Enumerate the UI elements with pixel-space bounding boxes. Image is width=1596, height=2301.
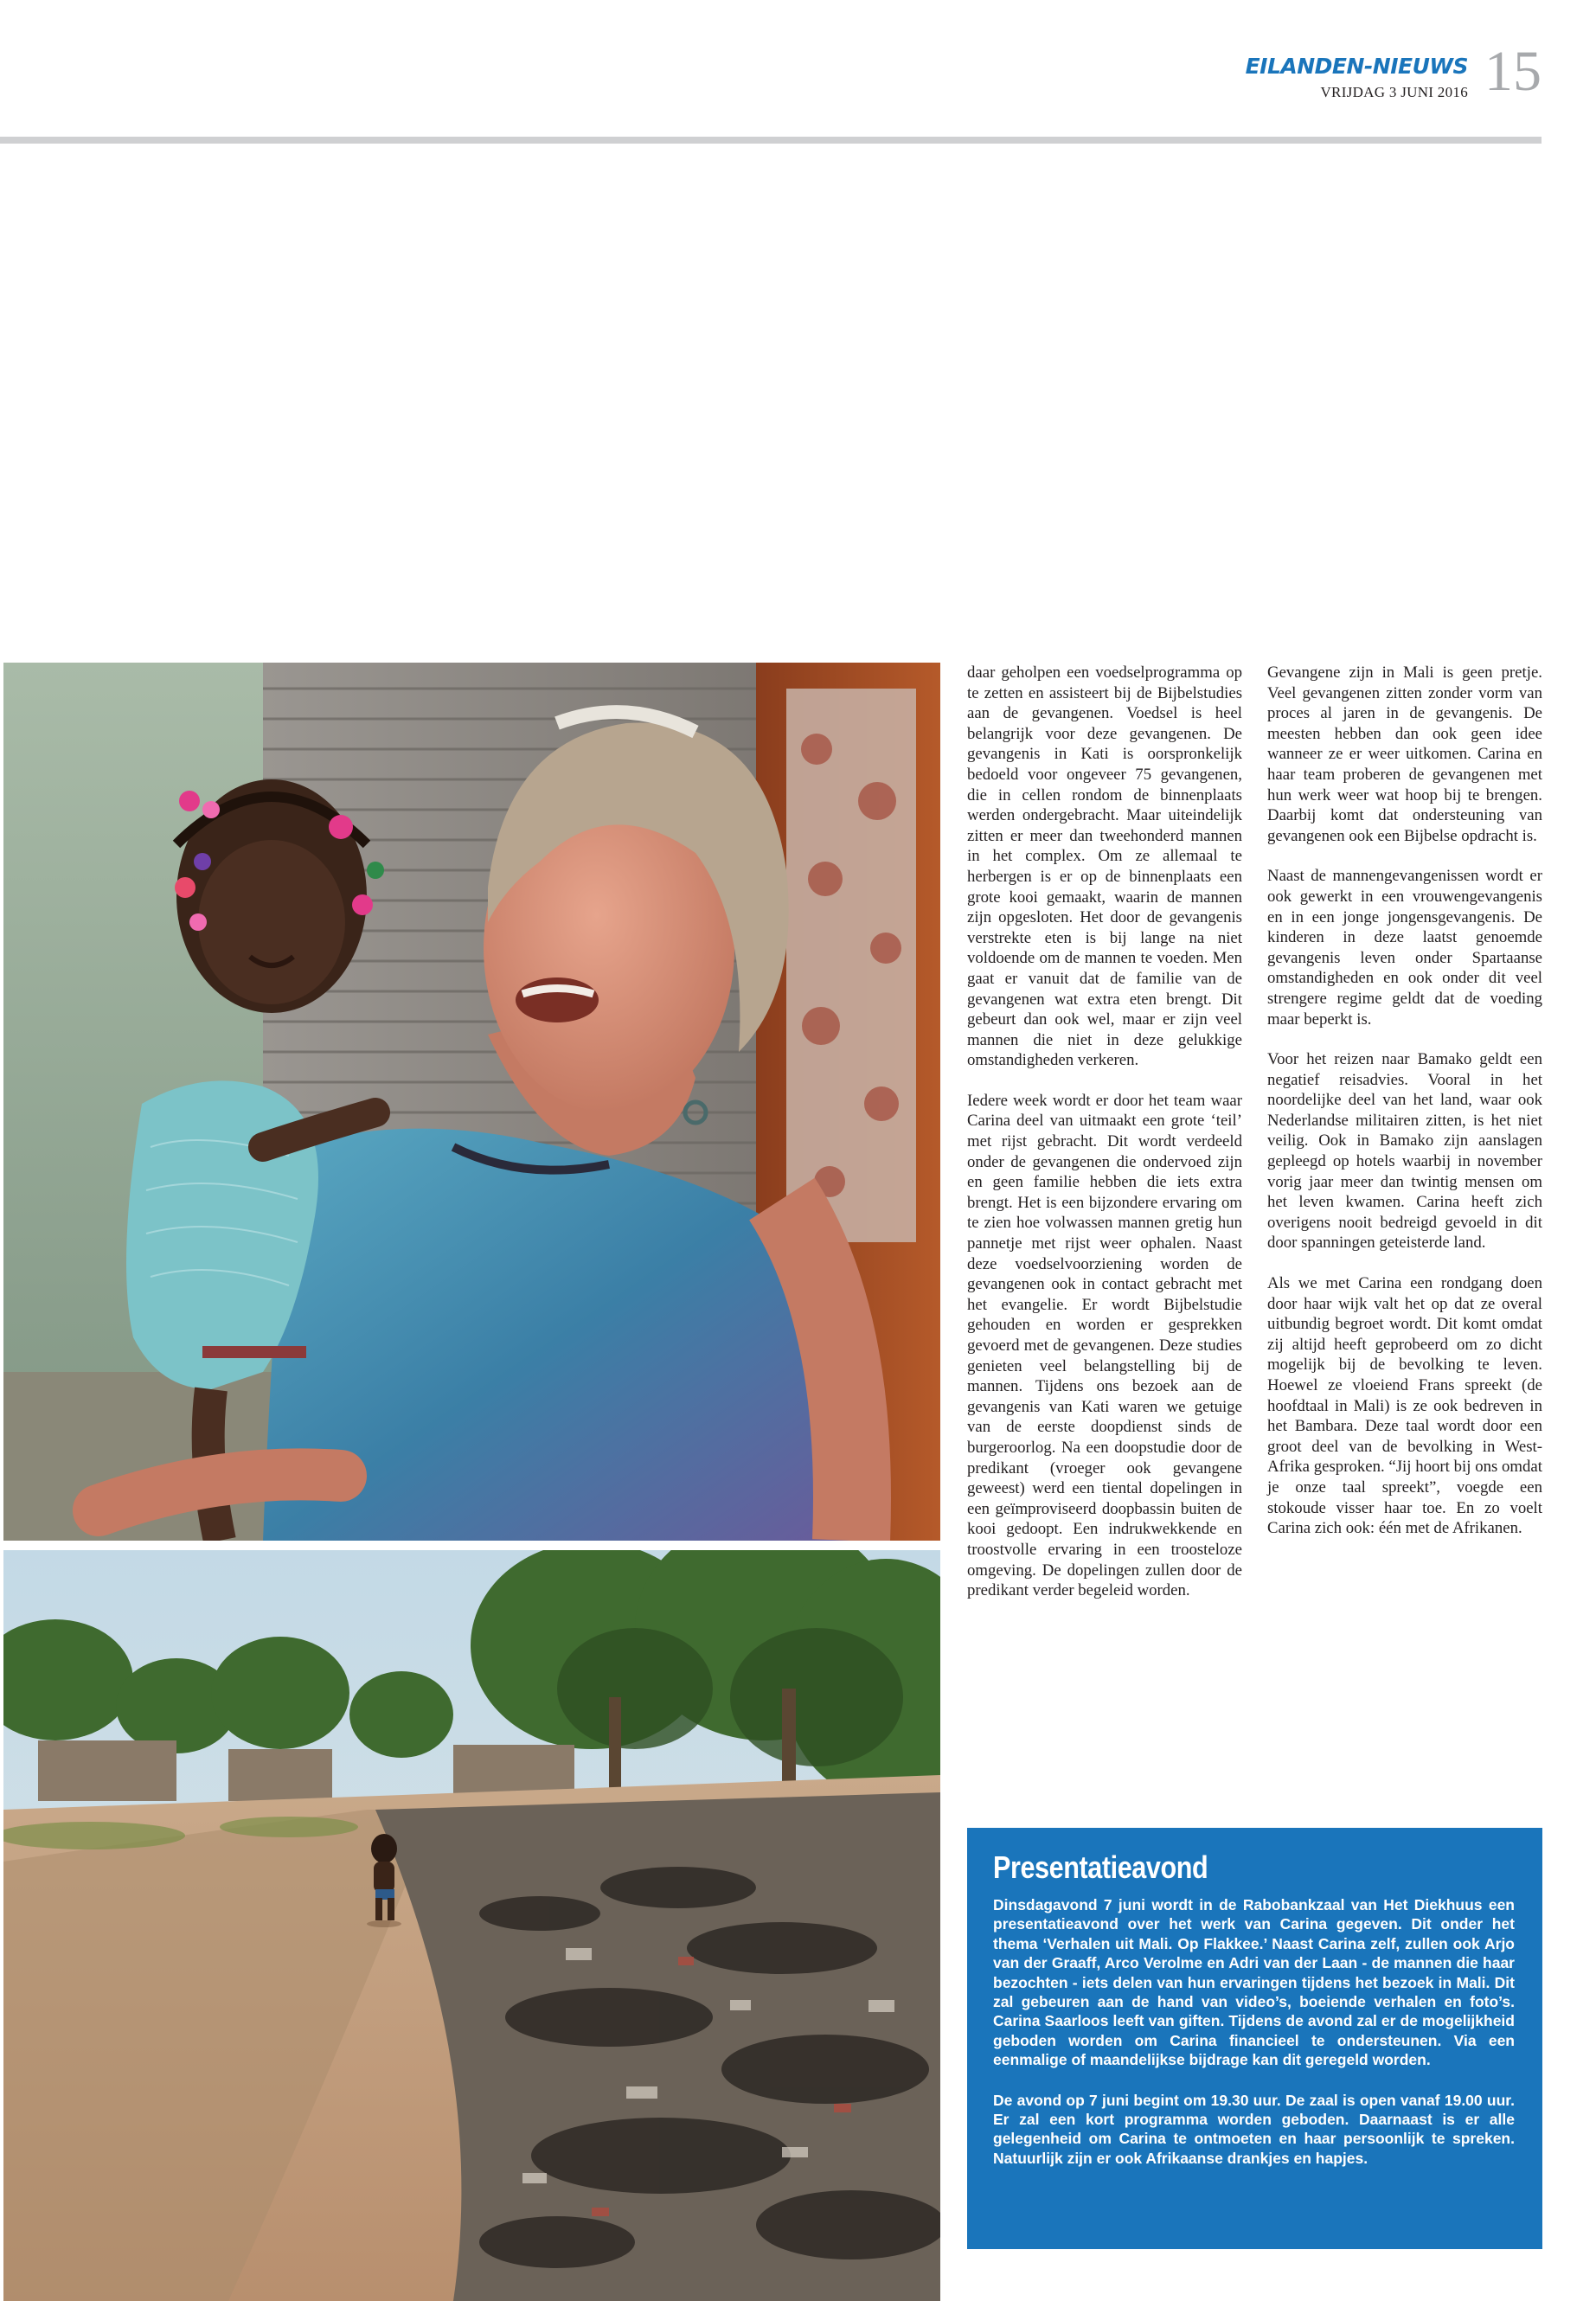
photo-woman-and-child-illustration	[3, 663, 940, 1541]
photo-child-on-dirt-road-illustration	[3, 1550, 940, 2301]
article-paragraph: Iedere week wordt er door het team waar Carina deel van uitmaakt een grote ‘teil’ met rijst gebracht. Dit wordt verdeeld onder de gevangenen die ondervoed zijn en geen familie hebben die iets extra brengt. Het is een bijzondere ervaring om te zien hoe volwassen mannen gretig hun pannetje met rijst weer ophalen. Naast deze voedselvoorziening worden de gevangenen ook in contact gebracht met het evangelie. Er wordt Bijbelstudie gehouden en worden er gesprekken gevoerd met de gevangenen. Deze studies genieten veel belangstelling bij de mannen. Tijdens ons bezoek aan de gevangenis van Kati waren we getuige van de eerste doopdienst sinds de burgeroorlog. Na een doopstudie door de predikant (vroeger ook gevangene geweest) werd een tiental dopelingen in een geïmproviseerd doopbassin buiten de kooi gedoopt. Een indrukwekkende en troostvolle ervaring in een troosteloze omgeving. De dopelingen zullen door de predikant verder begeleid worden.	[967, 1091, 1242, 1600]
article-paragraph: daar geholpen een voedselprogramma op te zetten en assisteert bij de Bijbelstudies aan de gevangenen. Voedsel is heel belangrijk voor deze gevangenen. De gevangenis in Kati is oorspronkelijk bedoeld voor ongeveer 75 gevangenen, die in cellen rondom de binnenplaats werden ondergebracht. Maar uiteindelijk zitten er meer dan tweehonderd mannen in het complex. Om ze allemaal te herbergen is er op de binnenplaats een grote kooi gemaakt, waarin de mannen zijn opgesloten. Het door de gevangenis verstrekte eten is bij lange na niet voldoende om de mannen te voeden. Men gaat er vanuit dat de familie van de gevangenen wat extra eten brengt. Dit gebeurt dan ook wel, maar er zijn veel mannen die niet in deze gelukkige omstandigheden verkeren.	[967, 663, 1242, 1070]
newspaper-brand-logo: EILANDEN-NIEUWS	[1245, 54, 1468, 79]
article-paragraph: Gevangene zijn in Mali is geen pretje. Veel gevangenen zitten zonder vorm van proces al jaren in de gevangenis. De meesten hebben dan ook geen idee wanneer ze er weer uitkomen. Carina en haar team proberen de gevangenen met hun werk weer wat hoop bij te brengen. Daarbij komt dat ondersteuning van gevangenen ook een Bijbelse opdracht is.	[1267, 663, 1542, 845]
article-paragraph: Als we met Carina een rondgang doen door haar wijk valt het op dat ze overal uitbundig begroet wordt. Dit komt omdat zij altijd heeft geprobeerd om zo dicht mogelijk bij de bevolking te leven. Hoewel ze vloeiend Frans spreekt (de hoofdtaal in Mali) is ze ook bedreven in het Bambara. Deze taal wordt door een groot deel van de bevolking in West-Afrika gesproken. “Jij hoort bij ons omdat je onze taal spreekt”, voegde een stokoude visser haar toe. En zo voelt Carina zich ook: één met de Afrikanen.	[1267, 1274, 1542, 1538]
article-paragraph: Naast de mannengevangenissen wordt er ook gewerkt in een vrouwengevangenis en in een jonge jongensgevangenis. De kinderen in deze laatst genoemde gevangenis leven onder Spartaanse omstandigheden en ook onder dit veel strengere regime geldt dat de voeding maar beperkt is.	[1267, 867, 1542, 1029]
masthead	[1246, 55, 1468, 101]
info-box-title: Presentatieavond	[993, 1849, 1208, 1885]
header-divider	[0, 137, 1542, 144]
info-box-paragraph: Dinsdagavond 7 juni wordt in de Rabobankzaal van Het Diekhuus een presentatieavond over het werk van Carina gegeven. Dit onder het thema ‘Verhalen uit Mali. Op Flakkee.’ Naast Carina zelf, zullen ook Arjo van der Graaff, Arco Verolme en Adri van der Laan - de mannen die haar bezochten - iets delen van hun ervaringen tijdens het bezoek in Mali. Dit zal gebeuren aan de hand van video’s, boeiende verhalen en foto’s. Carina Saarloos leeft van giften. Tijdens de avond zal er de mogelijkheid geboden worden om Carina financieel te ondersteunen. Via een eenmalige of maandelijkse bijdrage kan dit geregeld worden.	[993, 1896, 1515, 2069]
photo-child-on-dirt-road	[3, 1550, 940, 2301]
photo-woman-and-child	[3, 663, 940, 1541]
presentation-info-box	[967, 1828, 1542, 2249]
article-column-1	[967, 663, 1242, 1621]
issue-date: VRIJDAG 3 JUNI 2016	[1320, 84, 1468, 100]
article-column-2	[1267, 663, 1542, 1559]
info-box-paragraph: De avond op 7 juni begint om 19.30 uur. De zaal is open vanaf 19.00 uur. Er zal een kort programma worden geboden. Daarnaast is er alle gelegenheid om Carina te ontmoeten en haar persoonlijk te spreken. Natuurlijk zijn er ook Afrikaanse drankjes en hapjes.	[993, 2091, 1515, 2167]
page-number: 15	[1484, 40, 1542, 103]
article-paragraph: Voor het reizen naar Bamako geldt een negatief reisadvies. Vooral in het noordelijke deel van het land, waar ook Nederlandse militairen zitten, is het niet veilig. Ook in Bamako zijn aanslagen gepleegd op hotels waarbij in november vorig jaar meer dan twintig mensen om het leven kwamen. Carina heeft zich overigens nooit bedreigd gevoeld in dit door spanningen geteisterde land.	[1267, 1050, 1542, 1253]
